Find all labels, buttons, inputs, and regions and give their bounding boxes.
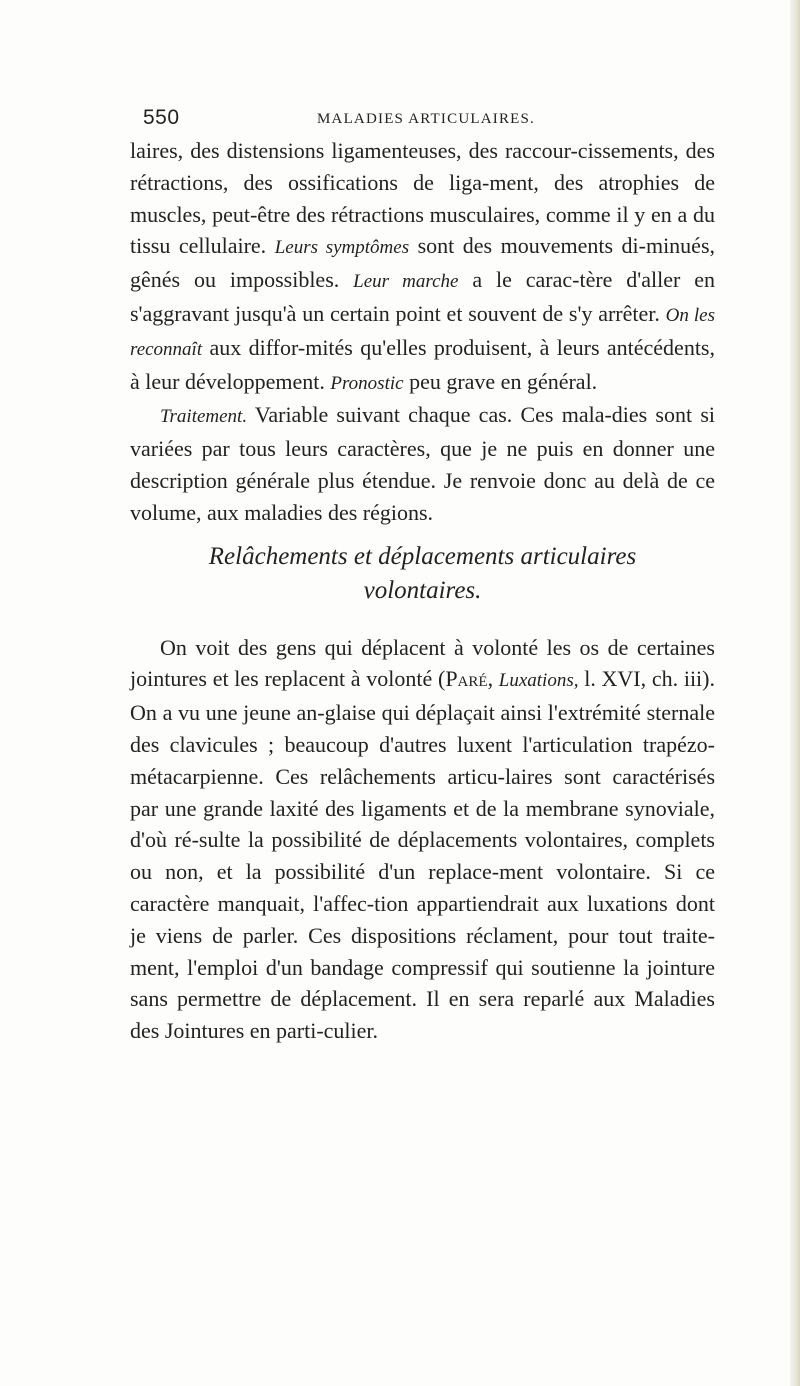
paragraph-1 bbox=[130, 135, 715, 399]
p1-text-2: sont des mouvements di-minués, gênés ou impossibles. bbox=[130, 233, 716, 293]
heading-line-1: Relâchements et déplacements articulaires bbox=[208, 542, 637, 570]
paragraph-3 bbox=[130, 632, 715, 1047]
page-edge bbox=[790, 0, 800, 1386]
p3-author-pare: Paré bbox=[445, 666, 488, 692]
page-number: 550 bbox=[143, 106, 180, 129]
p3-text-3: l. XVI, ch. iii). On a vu une jeune an-glaise qui déplaçait ainsi l'extrémité sternale des clavicules ; beaucoup d'autres luxent l'articulation trapézo-métacarpienne. Ces relâchements articu-laires sont caractérisés par une grande laxité des ligaments et de la membrane synoviale, d'où ré-sulte la possibilité de déplacements volontaires, complets ou non, et la possibilité d'un replace-ment volontaire. Si ce caractère manquait, l'affec-tion appartiendrait aux luxations dont je viens de parler. Ces dispositions réclament, pour tout traite-ment, l'emploi d'un bandage compressif qui soutienne la jointure sans permettre de déplacement. Il en sera reparlé aux Maladies des Jointures en parti-culier. bbox=[130, 666, 715, 1044]
p1-italic-reconnait: On les reconnaît bbox=[130, 304, 715, 360]
p1-italic-marche: Leur marche bbox=[353, 271, 459, 293]
p2-text-1: Variable suivant chaque cas. Ces mala-dies sont si variées par tous leurs caractères, que je ne puis en donner une description générale plus étendue. Je renvoie donc au delà de ce volume, aux maladies des régions. bbox=[130, 402, 715, 525]
p3-italic-luxations: Luxations, bbox=[498, 670, 579, 692]
p1-italic-pronostic: Pronostic bbox=[330, 372, 404, 394]
body-text bbox=[130, 135, 715, 1047]
p3-text-1: On voit des gens qui déplacent à volonté les os de certaines jointures et les replacent à volonté ( bbox=[130, 634, 715, 692]
page-header bbox=[130, 106, 710, 134]
p1-text-5: peu grave en général. bbox=[403, 368, 598, 394]
p1-text-3: a le carac-tère d'aller en s'aggravant jusqu'à un certain point et souvent de s'y arrêter. bbox=[130, 267, 715, 326]
running-head: MALADIES ARTICULAIRES. bbox=[317, 111, 536, 127]
p1-italic-symptoms: Leurs symptômes bbox=[274, 237, 410, 259]
p1-text-1: laires, des distensions ligamenteuses, des raccour-cissements, des rétractions, des ossifications de liga-ment, des atrophies de muscles, peut-être des rétractions musculaires, comme il y en a du tissu cellulaire. bbox=[130, 138, 715, 259]
p3-text-2: , bbox=[487, 666, 499, 692]
p1-text-4: aux diffor-mités qu'elles produisent, à leurs antécédents, à leur développement. bbox=[130, 334, 715, 394]
paragraph-2 bbox=[130, 399, 715, 528]
section-heading bbox=[130, 540, 715, 608]
heading-line-2: volontaires. bbox=[363, 576, 482, 604]
p2-italic-traitement: Traitement. bbox=[160, 406, 248, 428]
